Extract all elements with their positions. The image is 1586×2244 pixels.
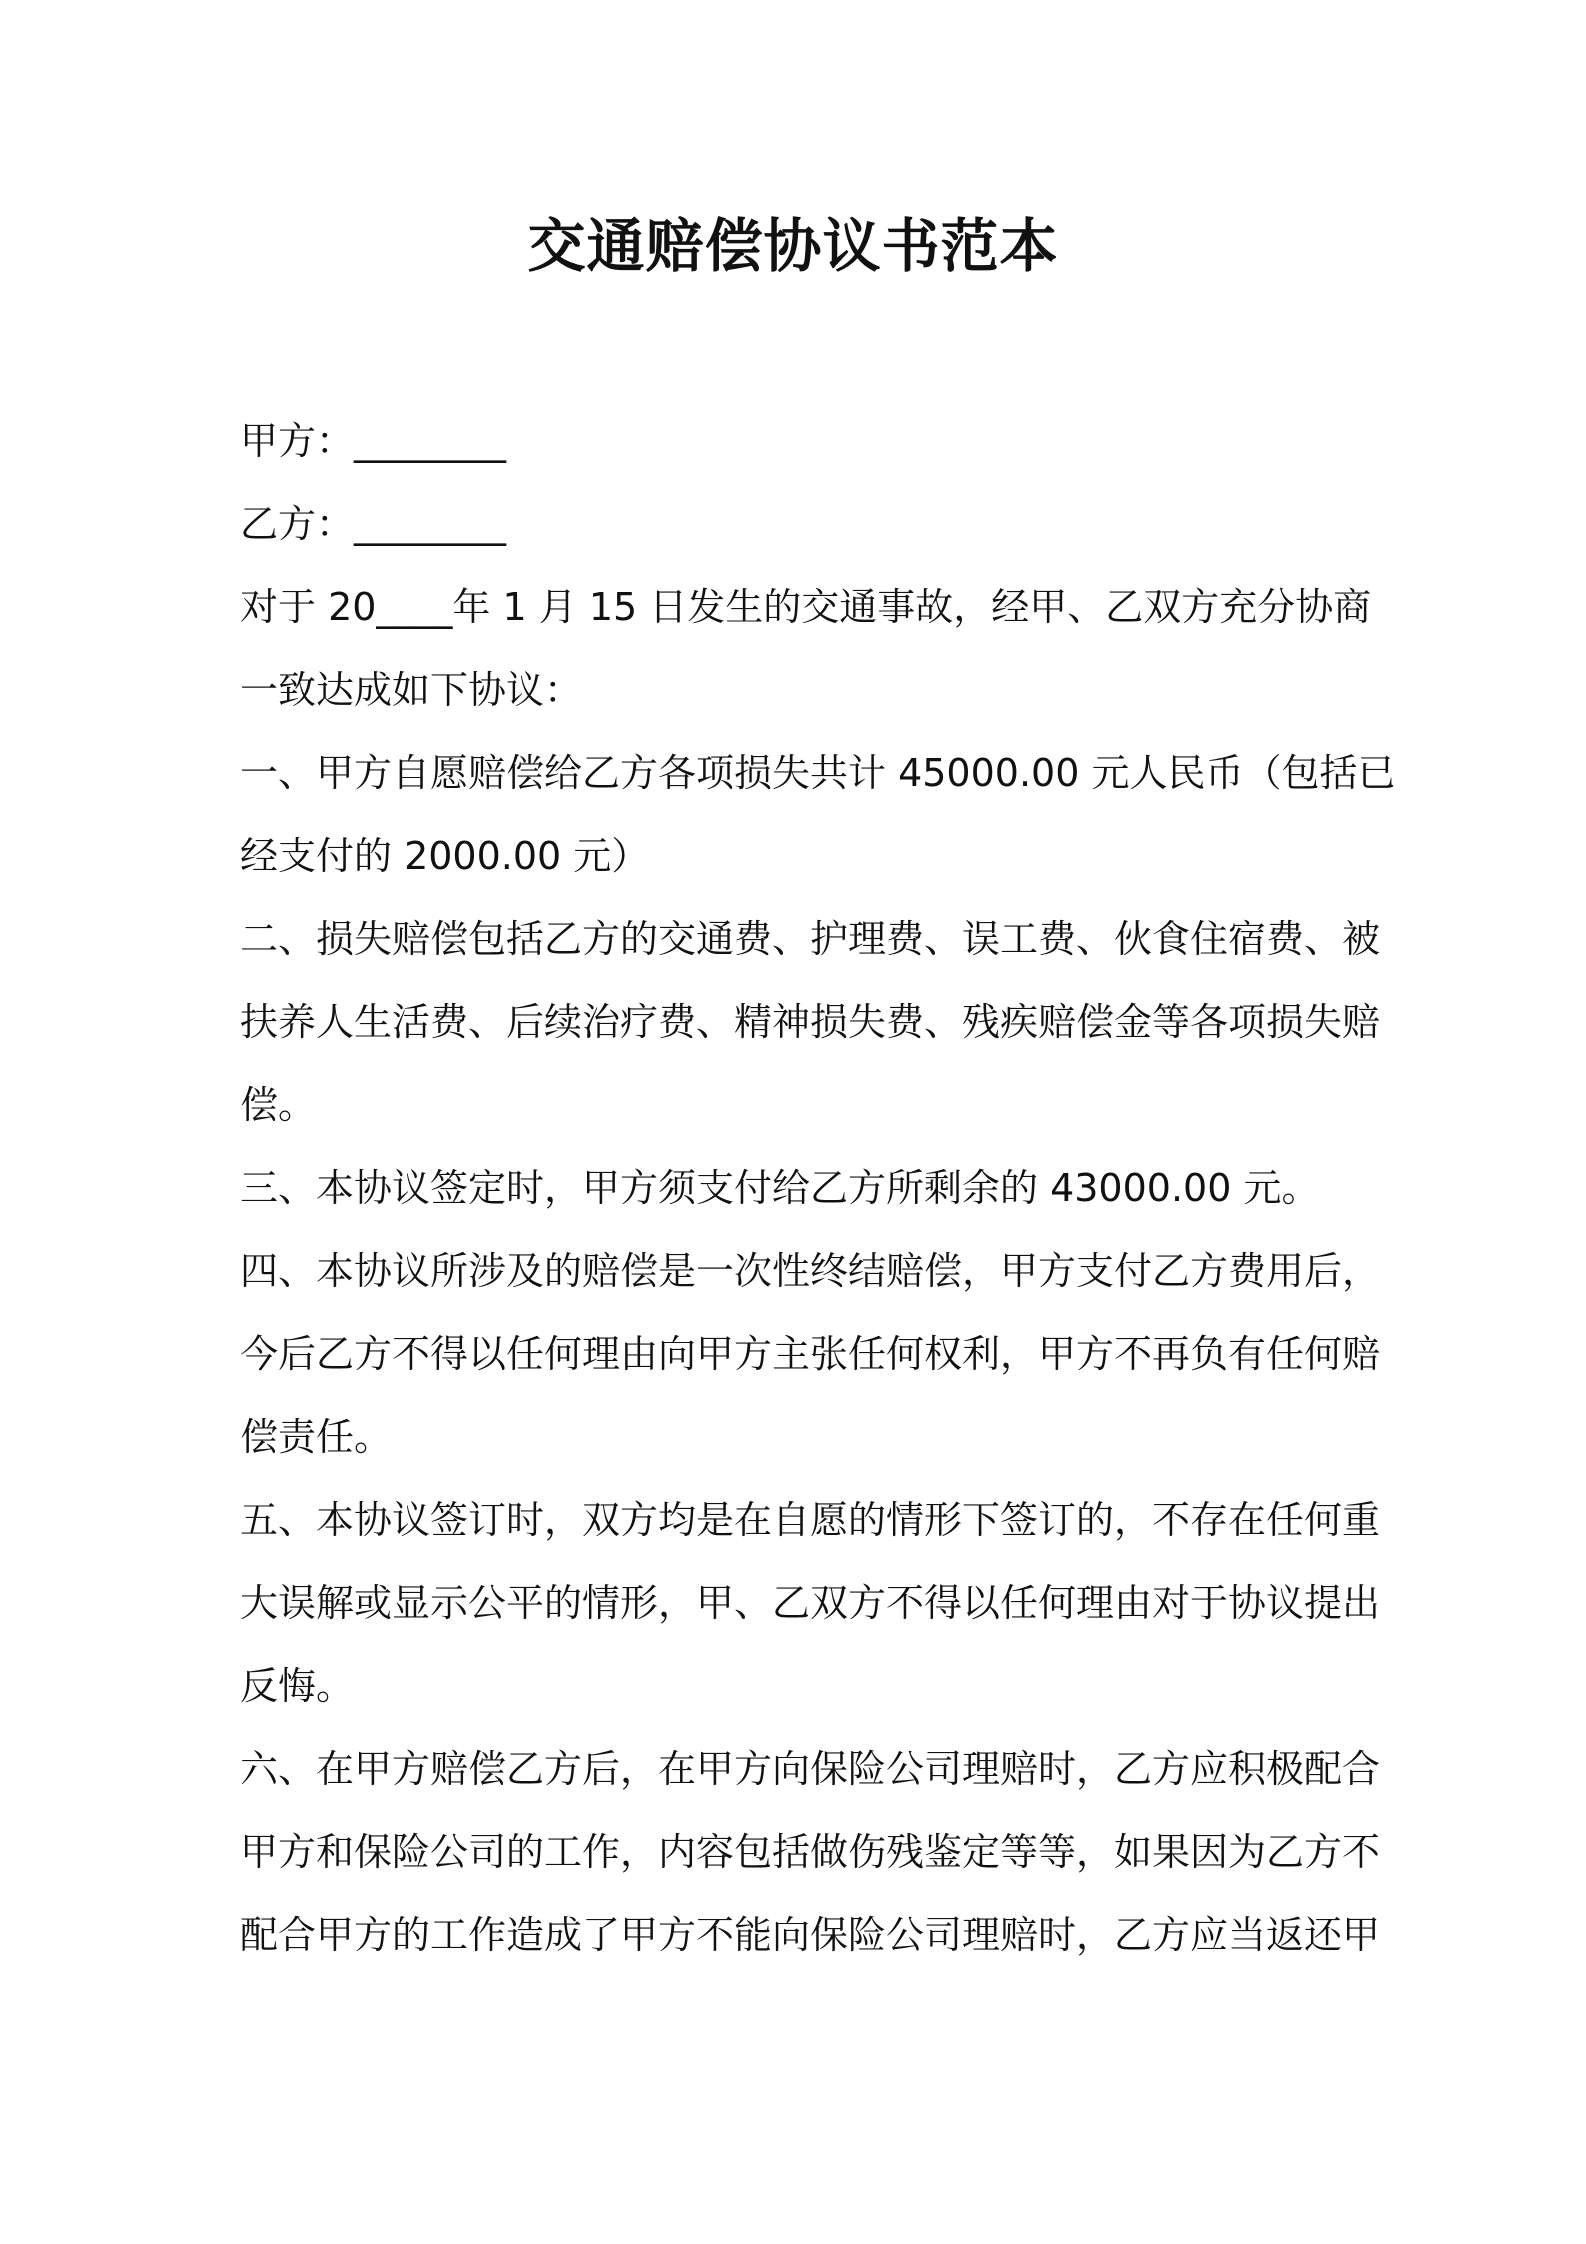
body-line: 甲方和保险公司的工作，内容包括做伤残鉴定等等，如果因为乙方不 [240, 1830, 1381, 1874]
body-line: 五、本协议签订时，双方均是在自愿的情形下签订的，不存在任何重 [240, 1498, 1381, 1542]
body-line: 今后乙方不得以任何理由向甲方主张任何权利，甲方不再负有任何赔 [240, 1332, 1381, 1376]
body-line: 对于 20____年 1 月 15 日发生的交通事故，经甲、乙双方充分协商 [240, 585, 1372, 629]
body-line: 六、在甲方赔偿乙方后，在甲方向保险公司理赔时，乙方应积极配合 [240, 1747, 1381, 1791]
body-line: 三、本协议签定时，甲方须支付给乙方所剩余的 43000.00 元。 [240, 1166, 1320, 1210]
body-line: 一致达成如下协议： [240, 668, 583, 712]
body-line: 反悔。 [240, 1664, 355, 1708]
body-line: 四、本协议所涉及的赔偿是一次性终结赔偿，甲方支付乙方费用后， [240, 1249, 1381, 1293]
body-line: 偿。 [240, 1083, 317, 1127]
body-line: 乙方：________ [240, 502, 507, 546]
body-line: 扶养人生活费、后续治疗费、精神损失费、残疾赔偿金等各项损失赔 [240, 1000, 1381, 1044]
body-line: 经支付的 2000.00 元） [240, 834, 650, 878]
body-line: 甲方：________ [240, 419, 507, 463]
document-title: 交通赔偿协议书范本 [527, 212, 1059, 280]
body-line: 配合甲方的工作造成了甲方不能向保险公司理赔时，乙方应当返还甲 [240, 1913, 1381, 1957]
body-line: 二、损失赔偿包括乙方的交通费、护理费、误工费、伙食住宿费、被 [240, 917, 1381, 961]
document-body [240, 400, 1396, 1977]
body-line: 大误解或显示公平的情形，甲、乙双方不得以任何理由对于协议提出 [240, 1581, 1381, 1625]
body-line: 偿责任。 [240, 1415, 393, 1459]
body-line: 一、甲方自愿赔偿给乙方各项损失共计 45000.00 元人民币（包括已 [240, 751, 1396, 795]
